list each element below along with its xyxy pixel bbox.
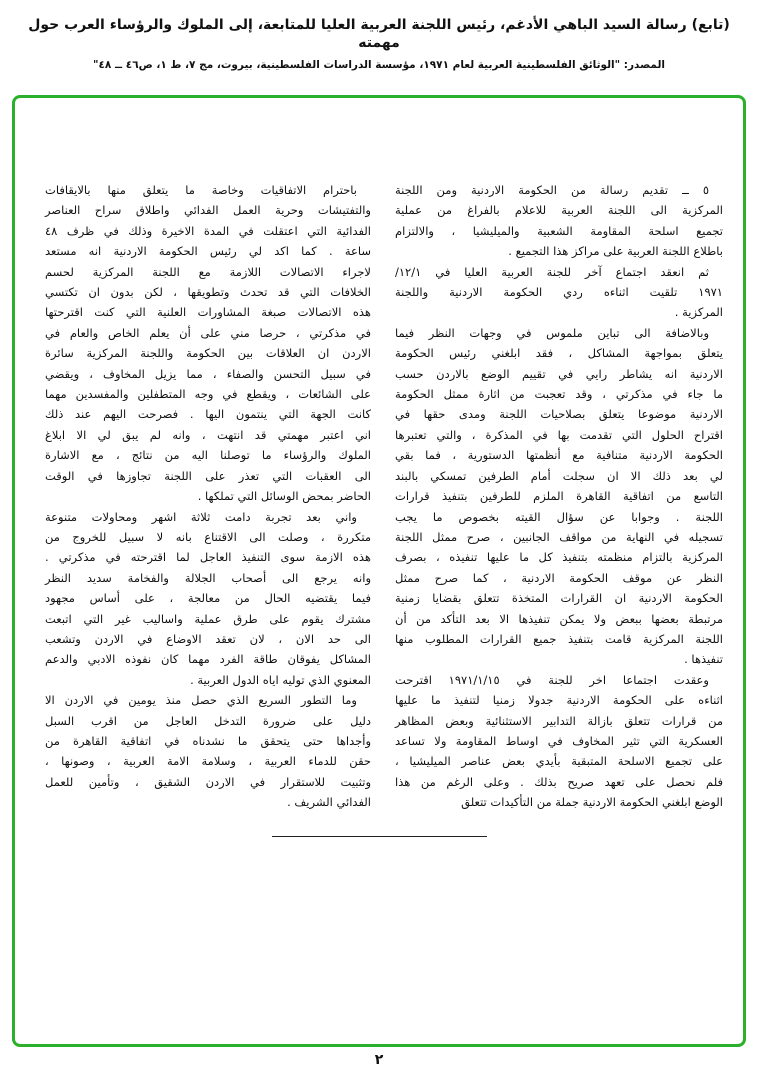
text-line: وأجداها حتى يتحقق ما نشدناه في اتفاقية القاهرة من: [45, 733, 371, 748]
text-line: الحكومة الاردنية ان القرارات المتخذة تتعلق بقضايا زمنية: [395, 591, 723, 606]
text-line: على تجميع الاسلحة المتبقية بأيدي بعض عناصر الميليشيا ،: [395, 754, 723, 769]
document-title: (تابع) رسالة السيد الباهي الأدغم، رئيس اللجنة العربية العليا للمتابعة، إلى الملوك والرؤساء العرب حول مهمته: [28, 17, 730, 51]
text-line: لاجراء الاتصالات اللازمة مع اللجنة المركزية لحسم: [45, 264, 371, 279]
text-line: باحترام الاتفاقيات وخاصة ما يتعلق منها بالايقافات: [45, 183, 357, 197]
text-line: الحكومة الاردنية متنافية مع أنظمتها الدستورية ، فما بقي: [395, 448, 723, 463]
text-line: وما التطور السريع الذي حصل منذ يومين في الاردن الا: [45, 693, 357, 708]
paragraph: [395, 670, 723, 813]
text-line: في سبيل التحسن والصفاء ، مما يزيل المخاوف ، ويقضي: [45, 366, 371, 381]
text-line: وعقدت اجتماعا اخر للجنة في ١٩٧١/١/١٥ اقترحت: [395, 672, 709, 687]
text-line: اللجنة المركزية قامت بتنفيذ جميع القرارات المطلوب منها: [395, 631, 723, 646]
text-line: فيما يقتضيه الحال من معالجة ، على أساس مجهود: [45, 591, 371, 606]
paragraph: [45, 690, 371, 812]
text-line: كانت الجهة التي ينتمون اليها . فصرحت اليهم عند ذلك: [45, 407, 371, 422]
text-line: العسكرية التي تثير المخاوف في اوساط المقاومة ولا تساعد: [395, 733, 723, 748]
text-line: الوضع ابلغني الحكومة الاردنية جملة من التأكيدات تتعلق: [461, 795, 723, 810]
text-line: باطلاع اللجنة العربية على مراكز هذا التجميع .: [508, 244, 723, 259]
text-line: المركزية الى اللجنة العربية للاعلام بالفراغ من عملية: [395, 203, 723, 218]
text-line: مشترك يقوم على طرق عملية واساليب غير التي اتبعت: [45, 611, 371, 626]
text-line: وتثبيت للاستقرار في الاردن الشقيق ، وتأمين للعمل: [45, 774, 371, 789]
text-line: المركزية بالتزام منظمته بتنفيذ كل ما عليها تنفيذه ، بصرف: [395, 550, 723, 565]
text-line: الى حد الان ، لان تعقد الاوضاع في الاردن وتشعب: [45, 631, 371, 646]
text-line: النظر عن موقف الحكومة الاردنية ، كما صرح ممثل: [395, 570, 723, 585]
paragraph: [45, 180, 371, 507]
text-line: ١٩٧١ تلقيت اثناءه ردي الحكومة الاردنية واللجنة: [395, 285, 723, 300]
paragraph: [395, 262, 723, 323]
text-line: واني بعد تجربة دامت ثلاثة اشهر ومحاولات متنوعة: [45, 509, 357, 524]
text-line: في مذكرتي ، حرصا مني على أن يعلم الخاص والعام في: [45, 325, 371, 340]
document-header: [20, 16, 738, 72]
text-line: على الشائعات ، ويقطع في وجه المتطفلين والمفسدين مهما: [45, 387, 371, 402]
text-line: الاردنية انه يشاطر رايي في تقييم الوضع بالاردن حسب: [395, 366, 723, 381]
text-line: الاردنية موضوعا يتعلق بصلاحيات اللجنة ومدى حقها في: [395, 407, 723, 422]
text-line: الملوك والرؤساء ما توصلنا اليه من نتائج ، مع الاشارة: [45, 448, 371, 463]
separator-line: [272, 836, 487, 837]
text-line: الخلافات التي قد تحدث وتطويقها ، لكن بدون ان تكتسي: [45, 285, 371, 300]
text-line: المعنوي الذي توليه اياه الدول العربية .: [190, 672, 371, 687]
paragraph: [395, 180, 723, 262]
text-line: المشاكل يفوقان طاقة الفرد مهما كان نفوذه الادبي والدعم: [45, 652, 371, 667]
text-line: فلم نحصل على تعهد صريح بذلك . وعلى الرغم من هذا: [395, 774, 723, 789]
text-line: هذه الاتصالات صبغة المشاورات العلنية التي كنت اقترحتها: [45, 305, 371, 320]
right-column: [395, 180, 723, 813]
text-line: الاردن ان العلاقات بين الحكومة واللجنة المركزية سائرة: [45, 346, 371, 361]
text-line: ساعة . كما اكد لي رئيس الحكومة الاردنية انه مستعد: [45, 244, 371, 259]
text-line: من قرارات تتعلق بازالة التدابير الاستثنائية وبعض المظاهر: [395, 713, 723, 728]
page-number: ٢: [374, 1052, 384, 1068]
text-line: وانه يرجع الى أصحاب الجلالة والفخامة سديد النظر: [45, 570, 371, 585]
text-line: مرتبطة بعضها ببعض ولا يمكن تنفيذها الا بعد التأكد من أن: [395, 611, 723, 626]
text-line: التاسع من اتفاقية القاهرة الملزم للطرفين بتنفيذ قرارات: [395, 489, 723, 504]
text-line: اقتراح الحلول التي تقدمت بها في المذكرة ، والتي تعتبرها: [395, 427, 723, 442]
text-line: لي بعد ذلك الا ان سجلت أمام الطرفين تمسكي بالبند: [395, 468, 723, 483]
text-line: تنفيذها .: [684, 652, 723, 667]
left-column: [45, 180, 371, 813]
paragraph: [395, 323, 723, 670]
text-line: هذه الازمة سوى التنفيذ العاجل لما اقترحته في مذكرتي .: [45, 550, 371, 565]
text-line: وبالاضافة الى تباين ملموس في وجهات النظر فيما: [395, 325, 709, 340]
text-line: اثناءه على الحكومة الاردنية جدولا زمنيا لتنفيذ ما عليها: [395, 693, 723, 708]
text-line: دليل على ضرورة التدخل العاجل من اقرب السبل: [45, 713, 371, 728]
text-line: الفدائية التي اعتقلت في المدة الاخيرة وذلك في ظرف ٤٨: [45, 223, 371, 238]
text-line: حقن للدماء العربية ، وسلامة الامة العربية ، وصونها ،: [45, 754, 371, 769]
text-line: اللجنة . وجوابا عن سؤال القيته بخصوص ما يجب: [395, 509, 723, 524]
source-citation: المصدر: "الوثائق الفلسطينية العربية لعام ١٩٧١، مؤسسة الدراسات الفلسطينية، بيروت، مج ٧، ط ١، ص٤٦ ــ ٤٨": [92, 59, 666, 71]
text-line: الحاضر بمحض الوسائل التي تملكها .: [197, 489, 371, 504]
text-line: ٥ ــ تقديم رسالة من الحكومة الاردنية ومن اللجنة: [395, 183, 709, 197]
text-line: ثم انعقد اجتماع آخر للجنة العربية العليا في ١٢/١/: [395, 264, 709, 279]
text-line: يتعلق بمواجهة المشاكل ، فقد ابلغني رئيس الحكومة: [395, 346, 723, 361]
text-line: الى العقبات التي تعذر على اللجنة تجاوزها في الوقت: [45, 468, 371, 483]
text-line: ما جاء في مذكرتي ، وقد تعجبت من اثارة ممثل الحكومة: [395, 387, 723, 402]
text-line: تجميع اسلحة المقاومة الشعبية والميليشيا ، والالتزام: [395, 223, 723, 238]
text-line: متكررة ، وصلت الى الاقتناع بانه لا سبيل للخروج من: [45, 529, 371, 544]
text-line: المركزية .: [674, 305, 723, 320]
text-line: اني اعتبر مهمتي قد انتهت ، وانه لم يبق لي الا ابلاغ: [45, 427, 371, 442]
text-line: والتفتيشات وحرية العمل الفدائي واطلاق سراح العناصر: [45, 203, 371, 218]
paragraph: [45, 507, 371, 691]
text-line: تسجيله في النهاية من مواقف الجانبين ، صرح ممثل اللجنة: [395, 529, 723, 544]
text-line: الفدائي الشريف .: [287, 795, 371, 810]
